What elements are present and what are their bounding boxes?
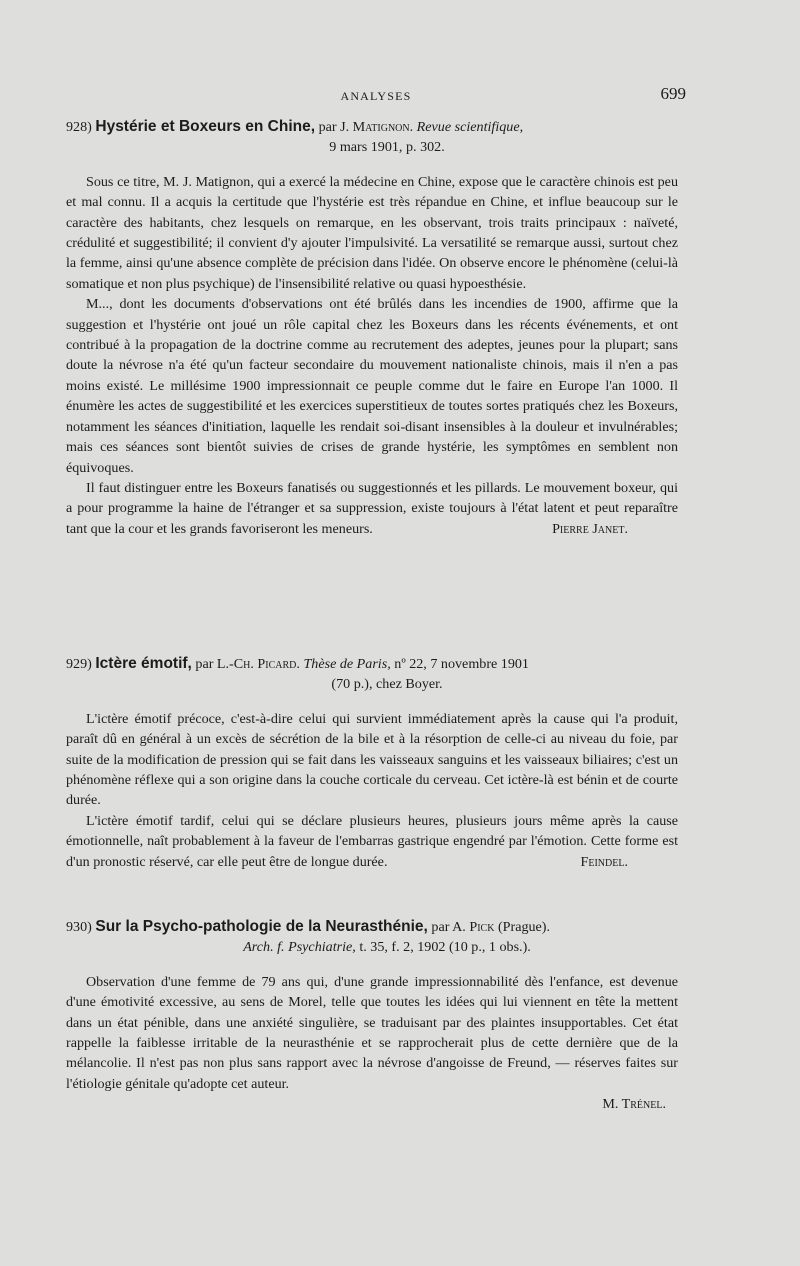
entry-title-930 xyxy=(66,917,678,958)
paragraph-with-signature xyxy=(66,811,678,872)
publication-details: (70 p.), chez Boyer. xyxy=(331,676,443,693)
author-name: Pick xyxy=(469,919,495,935)
review-entry-930 xyxy=(66,917,678,1115)
journal-name: Revue scientifique, xyxy=(416,119,524,135)
author-name: Matignon. xyxy=(352,119,414,135)
author-prefix: par xyxy=(195,656,214,672)
author-prefix: par A. xyxy=(431,919,466,935)
author-name: L.-Ch. Picard. xyxy=(216,656,300,672)
page-number: 699 xyxy=(660,84,686,103)
entry-title-928 xyxy=(66,117,678,158)
publication-date: 9 mars 1901, p. 302. xyxy=(329,139,445,156)
entry-number: 928) xyxy=(66,119,92,135)
paragraph: Sous ce titre, M. J. Matignon, qui a exercé la médecine en Chine, expose que le caractère chinois est peu et mal connu. Il a acquis la certitude que l'hystérie est très répandue en Chine, et influe beaucoup sur le caractère des habitants, chez lesquels on remarque, en les observant, trois traits principaux : naïveté, crédulité et suggestibilité; il convient d'y ajouter l'impulsivité. La versatilité se remarque aussi, surtout chez la femme, ainsi qu'une absence complète de précision dans l'idée. On observe encore le phénomène (celui-là somatique et non plus psychique) de l'insensibilité relative ou quasi hypoesthésie. xyxy=(66,173,678,292)
journal-name: Arch. f. Psychiatrie, xyxy=(243,939,356,956)
publication-date: t. 35, f. 2, 1902 (10 p., 1 obs.). xyxy=(359,939,531,956)
entry-number: 930) xyxy=(66,919,92,935)
review-entry-929 xyxy=(66,654,678,872)
publication-date: nº 22, 7 novembre 1901 xyxy=(394,656,529,672)
running-title: ANALYSES xyxy=(340,89,412,103)
publication-details xyxy=(96,937,678,957)
entry-number: 929) xyxy=(66,656,92,672)
author-prefix: par J. xyxy=(318,119,350,135)
journal-name: Thèse de Paris, xyxy=(303,656,391,672)
running-head xyxy=(66,84,686,108)
paragraph-text: L'ictère émotif tardif, celui qui se déclare plusieurs heures, plusieurs jours même après la cause émotionnelle, naît probablement à la faveur de l'embarras gastrique engendré par l'émotion. Cette forme est d'un pronostic réservé, car elle peut être de longue durée. xyxy=(66,812,678,870)
reviewer-signature: M. Trénel. xyxy=(602,1096,666,1113)
article-title: Hystérie et Boxeurs en Chine, xyxy=(95,118,316,135)
paragraph: M..., dont les documents d'observations ont été brûlés dans les incendies de 1900, affirme que la suggestion et l'hystérie ont joué un rôle capital chez les Boxeurs dans les récents événements, et ont contribué à la propagation de la doctrine comme au recrutement des adeptes, jeunes pour la plupart; sans doute la névrose n'a été qu'un facteur secondaire du mouvement nationaliste chinois, mais il n'en a pas moins existé. Le millésime 1900 impressionnait ce peuple comme dut le faire en Europe l'an 1000. Il énumère les actes de suggestibilité et les exercices superstitieux de toutes sortes pratiqués chez les Boxeurs, notamment les séances d'initiation, laquelle les rendait soi-disant insensibles à la douleur et invulnérables; mais ces séances sont bientôt suivies de crises de grande hystérie, les symptômes en semblent non équivoques. xyxy=(66,296,678,476)
paragraph-text: Il faut distinguer entre les Boxeurs fanatisés ou suggestionnés et les pillards. Le mouvement boxeur, qui a pour programme la haine de l'étranger et sa suppression, existe toujours à l'état latent et peut reparaître tant que la cour et les grands favoriseront les meneurs. xyxy=(66,479,678,537)
reviewer-signature: Pierre Janet. xyxy=(552,520,628,537)
article-title: Sur la Psycho-pathologie de la Neurasthénie, xyxy=(95,918,428,935)
article-title: Ictère émotif, xyxy=(95,655,192,672)
paragraph: L'ictère émotif précoce, c'est-à-dire celui qui survient immédiatement après la cause qui l'a produit, paraît dû en général à un excès de sécrétion de la bile et à la résorption de celle-ci au niveau du foie, par suite de la modification de pression qui se fait dans les vaisseaux sanguins et les vaisseaux biliaires; c'est un phénomène réflexe qui a son origine dans la couche corticale du cerveau. Cet ictère-là est bénin et de courte durée. xyxy=(66,710,678,809)
paragraph-with-signature xyxy=(66,478,678,539)
paragraph: Observation d'une femme de 79 ans qui, d'une grande impressionnabilité dès l'enfance, est devenue d'une émotivité excessive, au sens de Morel, telle que toutes les idées qui lui viennent en tête la mettent dans un état pénible, dans une anxiété singulière, se traduisant par des plaintes insupportables. Cet état rappelle la faiblesse irritable de la neurasthénie et se rapprocherait plus de cette dernière que de la mélancolie. Il n'est pas non plus sans rapport avec la névrose d'angoisse de Freund, — réserves faites sur l'étiologie génitale qu'adopte cet auteur. xyxy=(66,973,678,1092)
review-entry-928 xyxy=(66,117,678,539)
reviewer-signature: Feindel. xyxy=(580,853,628,870)
entry-title-929 xyxy=(66,654,678,695)
author-place: (Prague). xyxy=(497,919,551,935)
